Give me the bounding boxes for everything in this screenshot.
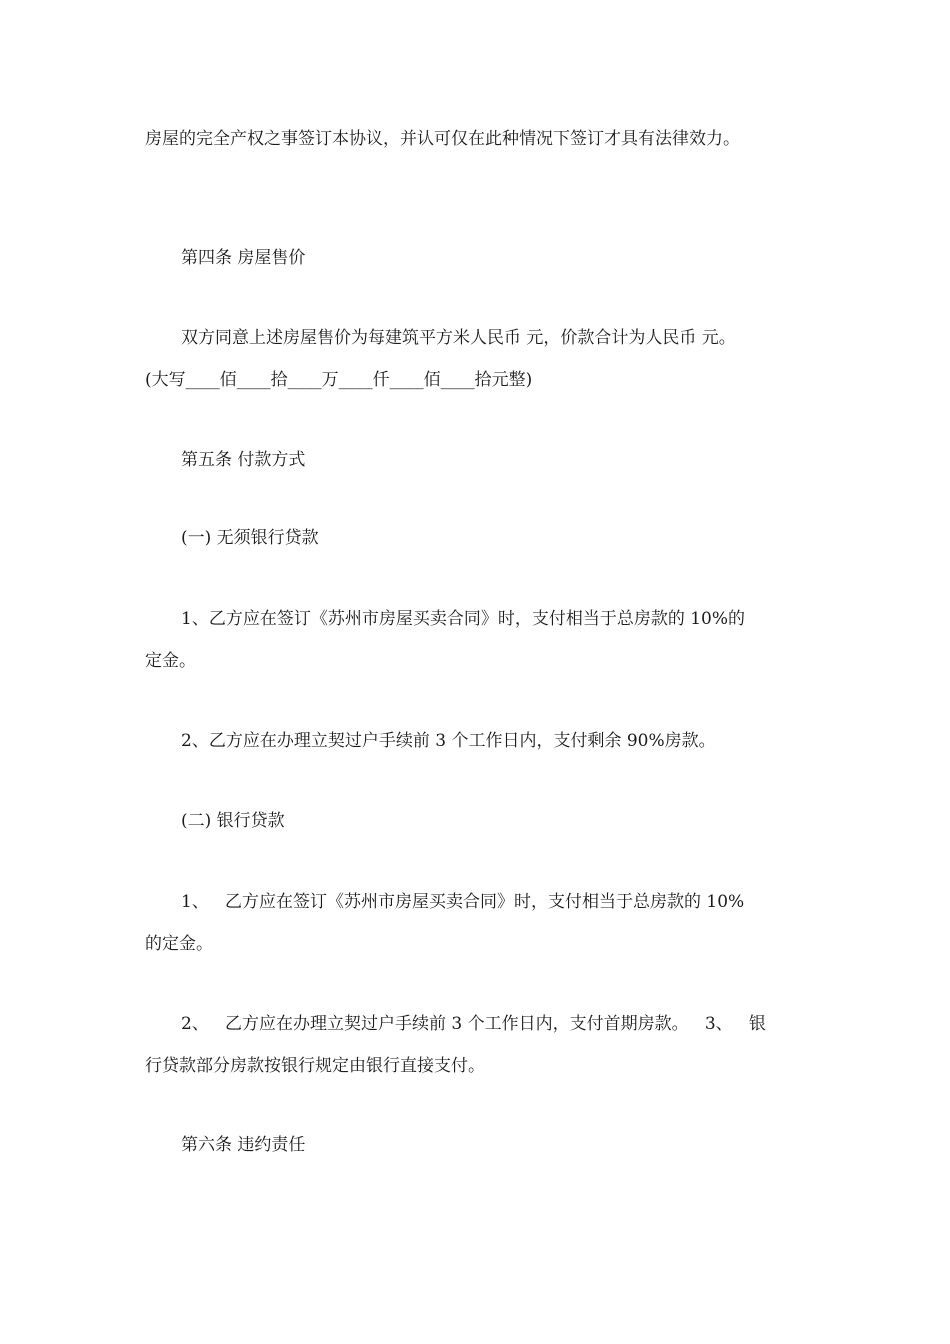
section2-item2-continued xyxy=(145,1045,810,1087)
text-line: 1、 乙方应在签订《苏州市房屋买卖合同》时，支付相当于总房款的 10% xyxy=(181,892,745,912)
section-no-bank-loan-heading xyxy=(145,517,846,559)
text-line: 行贷款部分房款按银行规定由银行直接支付。 xyxy=(145,1056,485,1076)
text-line: 双方同意上述房屋售价为每建筑平方米人民币 元，价款合计为人民币 元。 xyxy=(181,328,736,348)
text-line: 2、乙方应在办理立契过户手续前 3 个工作日内，支付剩余 90%房款。 xyxy=(181,731,716,751)
paragraph-legal-effect xyxy=(145,118,810,160)
heading-text: 第四条 房屋售价 xyxy=(181,248,306,268)
paragraph-price xyxy=(145,317,846,359)
section2-item2 xyxy=(145,1003,846,1045)
section-bank-loan-heading xyxy=(145,800,846,842)
heading-text: (二) 银行贷款 xyxy=(181,811,285,831)
paragraph-price-amount-in-words xyxy=(145,359,810,401)
text-line: 房屋的完全产权之事签订本协议，并认可仅在此种情况下签订才具有法律效力。 xyxy=(145,129,740,149)
section1-item1 xyxy=(145,598,846,640)
section1-item2 xyxy=(145,720,846,762)
article-6-heading xyxy=(145,1124,846,1166)
article-5-heading xyxy=(145,439,846,481)
section1-item1-continued xyxy=(145,640,810,682)
section2-item1 xyxy=(145,881,846,923)
text-line: 1、乙方应在签订《苏州市房屋买卖合同》时，支付相当于总房款的 10%的 xyxy=(181,609,746,629)
heading-text: (一) 无须银行贷款 xyxy=(181,528,319,548)
heading-text: 第六条 违约责任 xyxy=(181,1135,306,1155)
text-line: (大写____佰____拾____万____仟____佰____拾元整) xyxy=(145,370,533,390)
text-line: 定金。 xyxy=(145,651,196,671)
text-line: 的定金。 xyxy=(145,934,213,954)
article-4-heading xyxy=(145,237,846,279)
text-line: 2、 乙方应在办理立契过户手续前 3 个工作日内，支付首期房款。 3、 银 xyxy=(181,1014,766,1034)
heading-text: 第五条 付款方式 xyxy=(181,450,306,470)
section2-item1-continued xyxy=(145,923,810,965)
